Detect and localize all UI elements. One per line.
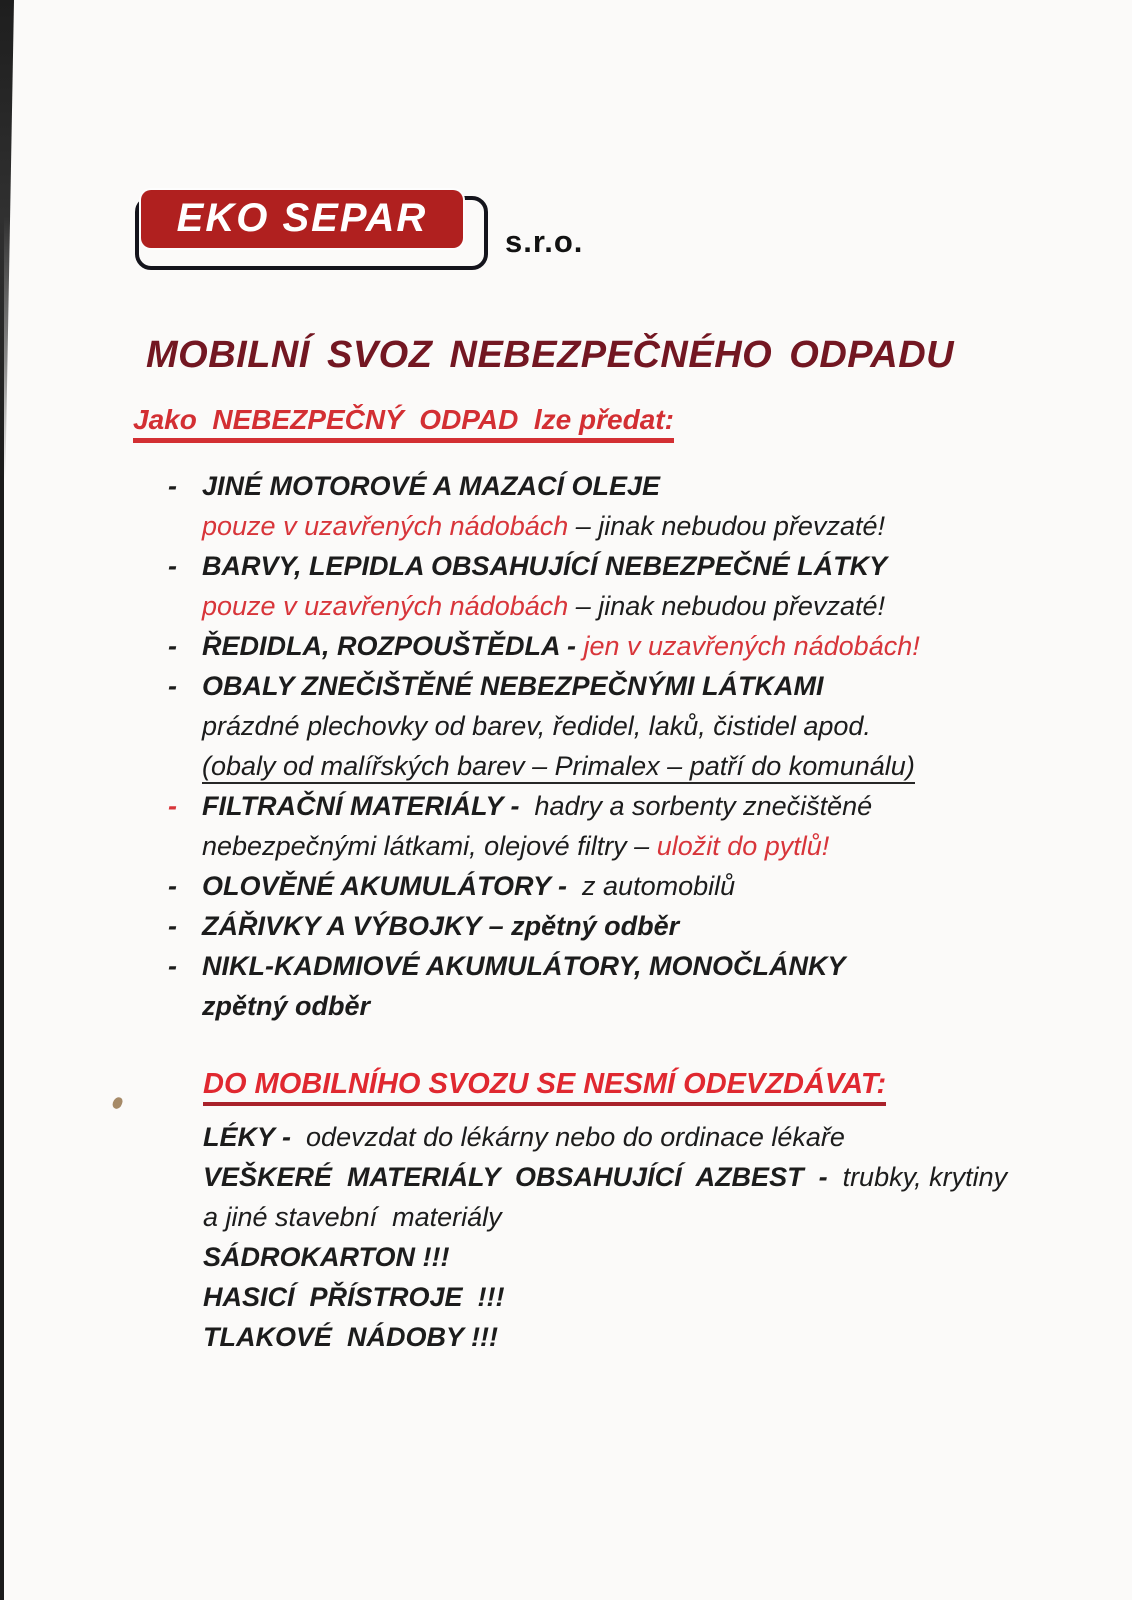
list-row [168, 466, 1018, 506]
row-text [202, 826, 829, 866]
text-segment: OLOVĚNÉ AKUMULÁTORY - [202, 871, 583, 901]
row-text [202, 626, 920, 666]
logo-company-suffix: s.r.o. [505, 224, 584, 259]
bullet-dash: - [168, 871, 177, 901]
row-text [202, 986, 370, 1026]
forbidden-section [203, 1068, 1083, 1357]
row-text [203, 1117, 845, 1157]
text-segment: – jinak nebudou převzaté! [575, 591, 885, 621]
list-row [168, 786, 1018, 826]
text-segment: prázdné plechovky od barev, ředidel, laků, čistidel apod. [202, 711, 871, 741]
text-segment: LÉKY - [203, 1122, 307, 1152]
row-text [203, 1237, 450, 1277]
logo-brand-box [141, 190, 463, 248]
list-row [168, 626, 1018, 666]
text-segment: zpětný odběr [202, 991, 371, 1021]
list-row [168, 746, 1018, 786]
list-row [203, 1237, 1083, 1277]
text-segment: ZÁŘIVKY A VÝBOJKY – zpětný odběr [202, 911, 680, 941]
accepted-waste-list [168, 466, 1018, 1026]
list-row [203, 1197, 1083, 1237]
page-title: MOBILNÍ SVOZ NEBEZPEČNÉHO ODPADU [146, 334, 955, 376]
text-segment: trubky, krytiny [842, 1162, 1008, 1192]
row-text [202, 866, 735, 906]
forbidden-heading [203, 1068, 1083, 1101]
row-text [202, 946, 846, 986]
text-segment: FILTRAČNÍ MATERIÁLY - [202, 791, 535, 821]
list-row [168, 866, 1018, 906]
text-segment: nebezpečnými látkami, olejové filtry – [202, 831, 657, 861]
text-segment: BARVY, LEPIDLA OBSAHUJÍCÍ NEBEZPEČNÉ LÁTKY [202, 551, 888, 581]
list-row [168, 666, 1018, 706]
eko-separ-logo [135, 188, 495, 276]
text-segment: JINÉ MOTOROVÉ A MAZACÍ OLEJE [202, 471, 661, 501]
list-row [168, 906, 1018, 946]
text-segment: ŘEDIDLA, ROZPOUŠTĚDLA - [202, 631, 584, 661]
row-text [202, 786, 872, 826]
scan-artifact-corner-shadow [0, 0, 14, 480]
text-segment: (obaly od malířských barev – Primalex – patří do komunálu) [202, 751, 915, 784]
list-row [168, 706, 1018, 746]
row-text [202, 706, 871, 746]
list-row [168, 586, 1018, 626]
forbidden-heading-text: DO MOBILNÍHO SVOZU SE NESMÍ ODEVZDÁVAT: [203, 1068, 886, 1106]
row-text [203, 1317, 498, 1357]
list-row [168, 826, 1018, 866]
bullet-dash: - [168, 911, 177, 941]
bullet-dash: - [168, 551, 177, 581]
row-text [203, 1277, 505, 1317]
text-segment: hadry a sorbenty znečištěné [534, 791, 873, 821]
text-segment: NIKL-KADMIOVÉ AKUMULÁTORY, MONOČLÁNKY [202, 951, 846, 981]
row-text [202, 506, 885, 546]
text-segment: z automobilů [582, 871, 736, 901]
text-segment: pouze v uzavřených nádobách [202, 511, 576, 541]
text-segment: – jinak nebudou převzaté! [575, 511, 885, 541]
scan-artifact-speck [111, 1096, 123, 1110]
row-text [203, 1197, 502, 1237]
text-segment: TLAKOVÉ NÁDOBY !!! [203, 1322, 498, 1352]
list-row [168, 986, 1018, 1026]
text-segment: uložit do pytlů! [656, 831, 830, 861]
list-row [203, 1117, 1083, 1157]
bullet-dash: - [168, 631, 177, 661]
row-text [203, 1157, 1007, 1197]
text-segment: a jiné stavební materiály [203, 1202, 502, 1232]
accepted-waste-heading-text: Jako NEBEZPEČNÝ ODPAD lze předat: [133, 404, 674, 443]
bullet-dash: - [168, 471, 177, 501]
text-segment: OBALY ZNEČIŠTĚNÉ NEBEZPEČNÝMI LÁTKAMI [202, 671, 824, 701]
row-text [202, 466, 660, 506]
text-segment: odevzdat do lékárny nebo do ordinace lékaře [306, 1122, 845, 1152]
list-row [203, 1277, 1083, 1317]
list-row [168, 506, 1018, 546]
bullet-dash: - [168, 671, 177, 701]
bullet-dash: - [168, 951, 177, 981]
text-segment: VEŠKERÉ MATERIÁLY OBSAHUJÍCÍ AZBEST - [203, 1162, 843, 1192]
row-text [202, 546, 887, 586]
list-row [203, 1317, 1083, 1357]
row-text [202, 666, 824, 706]
logo-brand-text: EKO SEPAR [176, 195, 428, 240]
text-segment: SÁDROKARTON !!! [203, 1242, 450, 1272]
list-row [168, 946, 1018, 986]
list-row [168, 546, 1018, 586]
text-segment: jen v uzavřených nádobách! [583, 631, 920, 661]
text-segment: pouze v uzavřených nádobách [202, 591, 576, 621]
row-text [202, 906, 679, 946]
text-segment: HASICÍ PŘÍSTROJE !!! [203, 1282, 505, 1312]
list-row [203, 1157, 1083, 1197]
row-text [202, 586, 885, 626]
bullet-dash: - [168, 791, 177, 821]
accepted-waste-heading [133, 404, 674, 436]
row-text [202, 746, 915, 786]
